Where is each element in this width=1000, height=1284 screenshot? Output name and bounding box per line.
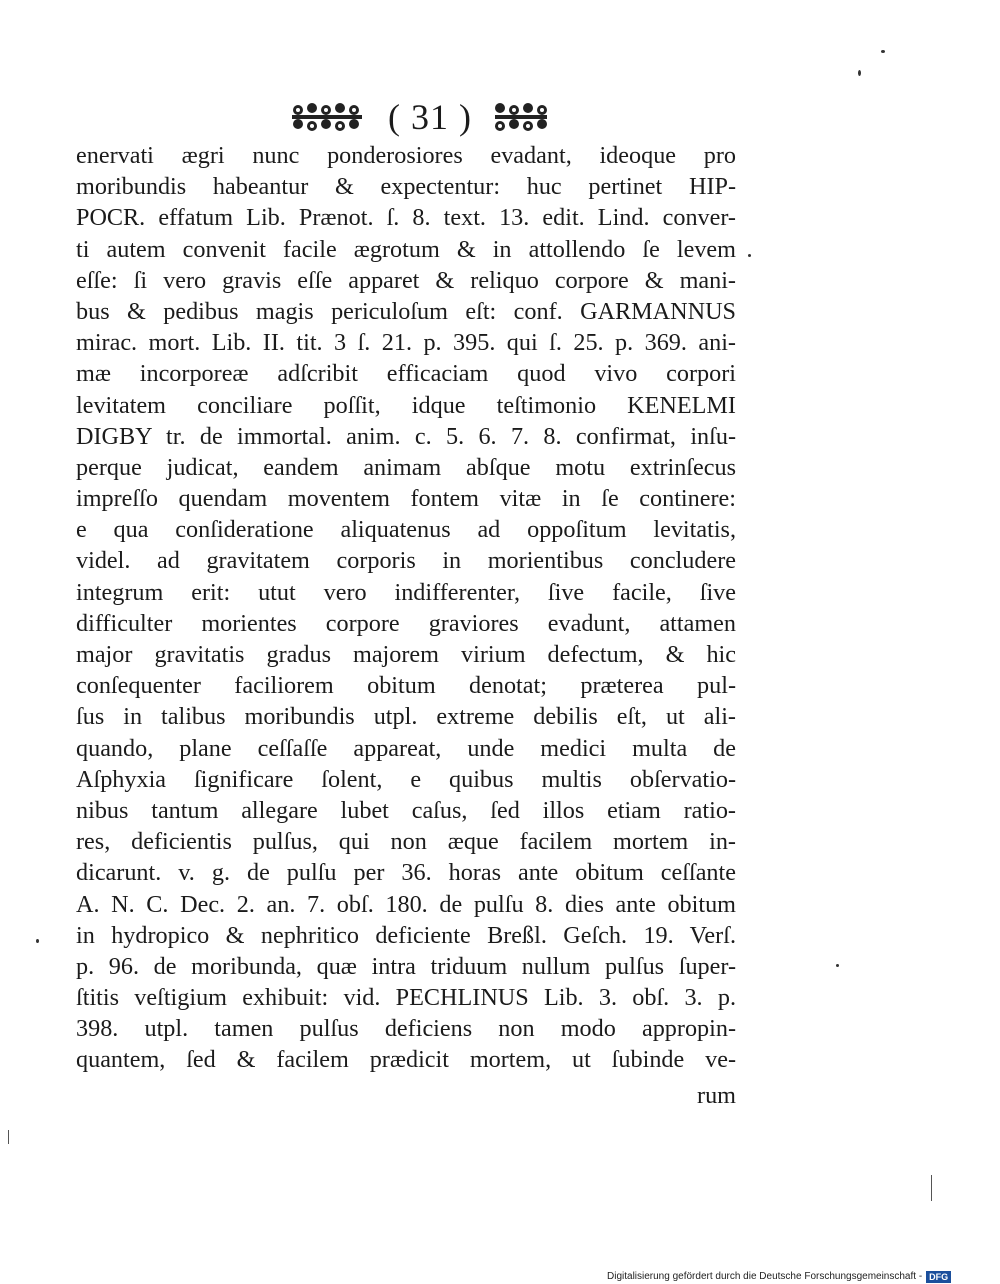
text-line: dicarunt. v. g. de pulſu per 36. horas ante obitum ceſſante (76, 859, 736, 887)
text-line: DIGBY tr. de immortal. anim. c. 5. 6. 7. 8. confirmat, inſu- (76, 422, 736, 450)
page-header (270, 93, 570, 141)
catchword: rum (697, 1082, 736, 1109)
dfg-logo-icon: DFG (926, 1271, 951, 1283)
text-line: e qua conſideratione aliquatenus ad oppoſitum levitatis, (76, 516, 736, 544)
text-line: enervati ægri nunc ponderosiores evadant, ideoque pro (76, 142, 736, 169)
text-line: res, deficientis pulſus, qui non æque facilem mortem in- (76, 828, 736, 856)
text-line: nibus tantum allegare lubet caſus, ſed illos etiam ratio- (76, 796, 736, 824)
text-line: mirac. mort. Lib. II. tit. 3 ſ. 21. p. 395. qui ſ. 25. p. 369. ani- (76, 329, 736, 357)
text-line: conſequenter faciliorem obitum denotat; præterea pul- (76, 672, 736, 700)
digitization-footer (607, 1270, 951, 1284)
text-line: p. 96. de moribunda, quæ intra triduum nullum pulſus ſuper- (76, 952, 736, 980)
scan-speck (36, 939, 39, 943)
text-line: integrum erit: utut vero indifferenter, ſive facile, ſive (76, 578, 736, 606)
scan-speck (748, 254, 751, 257)
text-line: eſſe: ſi vero gravis eſſe apparet & reliquo corpore & mani- (76, 266, 736, 294)
text-line: ſtitis veſtigium exhibuit: vid. PECHLINUS Lib. 3. obſ. 3. p. (76, 984, 736, 1012)
text-line: quantem, ſed & facilem prædicit mortem, ut ſubinde ve- (76, 1046, 736, 1074)
text-line: POCR. effatum Lib. Prænot. ſ. 8. text. 13. edit. Lind. conver- (76, 204, 736, 232)
text-line: major gravitatis gradus majorem virium defectum, & hic (76, 641, 736, 668)
text-line: ti autem convenit facile ægrotum & in attollendo ſe levem (76, 235, 736, 263)
scan-mark (931, 1175, 932, 1201)
text-line: difficulter morientes corpore graviores evadunt, attamen (76, 609, 736, 637)
text-line: moribundis habeantur & expectentur: huc pertinet HIP- (76, 173, 736, 201)
text-line: perque judicat, eandem animam abſque motu extrinſecus (76, 453, 736, 481)
text-line: videl. ad gravitatem corporis in morientibus concludere (76, 547, 736, 575)
text-line: A. N. C. Dec. 2. an. 7. obſ. 180. de pulſu 8. dies ante obitum (76, 890, 736, 918)
right-ornament-icon (492, 100, 552, 134)
dfg-credit-text: Digitalisierung gefördert durch die Deutsche Forschungsgemeinschaft - (607, 1271, 923, 1282)
scan-speck (836, 964, 839, 967)
page-number: ( 31 ) (388, 97, 472, 137)
scan-mark (8, 1130, 9, 1144)
left-ornament-icon (288, 100, 368, 134)
text-line: quando, plane ceſſaſſe appareat, unde medici multa de (76, 734, 736, 762)
scan-speck (881, 50, 885, 53)
text-line: ſus in talibus moribundis utpl. extreme debilis eſt, ut ali- (76, 703, 736, 731)
text-line: Aſphyxia ſignificare ſolent, e quibus multis obſervatio- (76, 765, 736, 793)
text-line: mæ incorporeæ adſcribit efficaciam quod vivo corpori (76, 360, 736, 388)
text-line: 398. utpl. tamen pulſus deficiens non modo appropin- (76, 1015, 736, 1043)
text-line: impreſſo quendam moventem fontem vitæ in ſe continere: (76, 485, 736, 513)
text-line: bus & pedibus magis periculoſum eſt: conf. GARMANNUS (76, 297, 736, 325)
body-text (76, 140, 736, 1076)
text-line: levitatem conciliare poſſit, idque teſtimonio KENELMI (76, 391, 736, 419)
scan-speck (858, 70, 861, 76)
text-line: in hydropico & nephritico deficiente Breßl. Geſch. 19. Verſ. (76, 921, 736, 949)
